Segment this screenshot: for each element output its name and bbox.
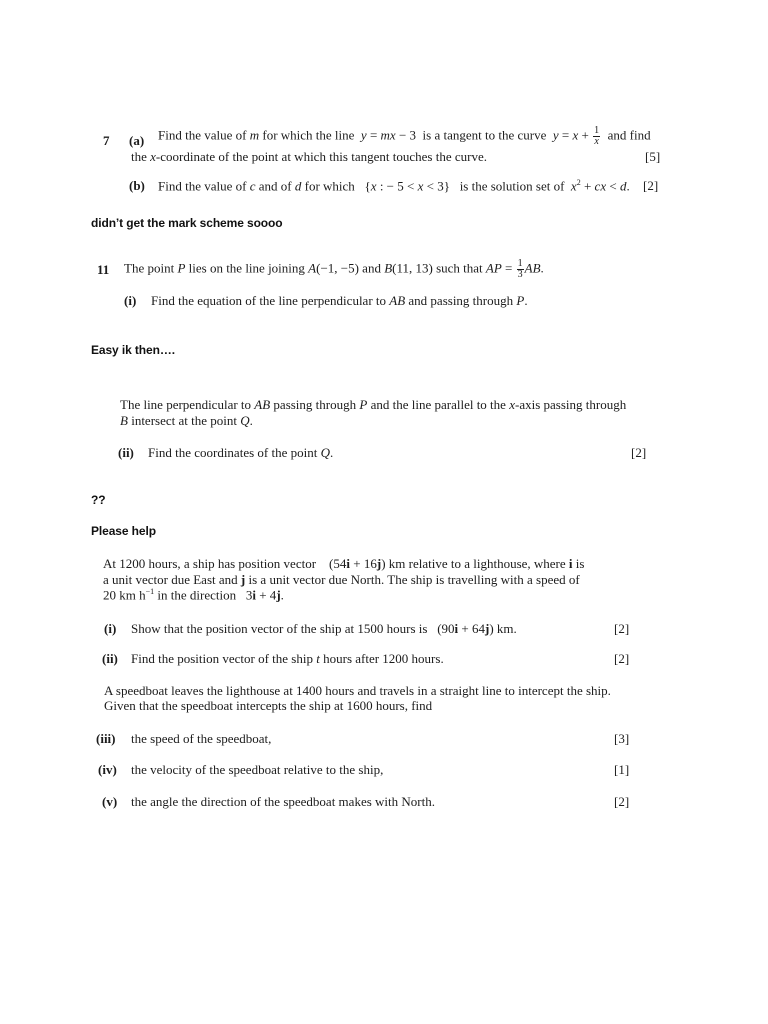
question-text-line: A speedboat leaves the lighthouse at 1400 hours and travels in a straight line to intercept the ship. (104, 683, 611, 698)
question-text-line: Find the coordinates of the point Q. (148, 445, 334, 460)
question-number: 7 (103, 133, 110, 148)
marks: [3] (614, 731, 630, 746)
part-label: (b) (129, 178, 145, 193)
question-text-line: 20 km $h^{-1}$ in the direction 3i + 4j. (103, 587, 284, 603)
question-text-line: The line perpendicular to AB passing through P and the line parallel to the x-axis passing through (120, 397, 627, 412)
question-text-line: the angle the direction of the speedboat makes with North. (131, 794, 435, 809)
question-number: 11 (97, 262, 110, 277)
part-label: (v) (102, 794, 118, 809)
question-text-line: Given that the speedboat intercepts the ship at 1600 hours, find (104, 698, 433, 713)
question-text-line: Find the value of c and of d for which {x : − 5 < x < 3} is the solution set of $x^2$ + cx < d. (158, 178, 630, 194)
question-text-line: the x-coordinate of the point at which this tangent touches the curve. (131, 149, 487, 164)
student-comment: ?? (91, 493, 106, 507)
marks: [2] (631, 445, 647, 460)
question-text-line: Show that the position vector of the ship at 1500 hours is (90i + 64j) km. (131, 621, 517, 636)
part-label: (i) (104, 621, 117, 636)
question-text-line: the velocity of the speedboat relative to the ship, (131, 762, 384, 777)
student-comment: Easy ik then…. (91, 343, 175, 357)
marks: [2] (614, 651, 630, 666)
question-text-line: The point P lies on the line joining A(−1, −5) and B(11, 13) such that AP = $\frac{1}{3}$ AB. (124, 258, 544, 280)
marks: [2] (614, 621, 630, 636)
part-label: (ii) (118, 445, 134, 460)
part-label: (iii) (96, 731, 116, 746)
student-comment: didn’t get the mark scheme soooo (91, 216, 283, 230)
question-text-line: B intersect at the point Q. (120, 413, 253, 428)
student-comment: Please help (91, 524, 156, 538)
question-text-line: Find the value of m for which the line y = mx − 3 is a tangent to the curve y = x + $\frac{1}{x}$ and find (158, 125, 651, 147)
question-text-line: Find the position vector of the ship t hours after 1200 hours. (131, 651, 444, 666)
question-text-line: the speed of the speedboat, (131, 731, 272, 746)
question-text-line: a unit vector due East and j is a unit vector due North. The ship is travelling with a speed of (103, 572, 580, 587)
question-text-line: At 1200 hours, a ship has position vector (54i + 16j) km relative to a lighthouse, where i is (103, 556, 585, 571)
marks: [1] (614, 762, 630, 777)
marks: [2] (643, 178, 659, 193)
marks: [2] (614, 794, 630, 809)
part-label: (ii) (102, 651, 118, 666)
part-label: (i) (124, 293, 137, 308)
marks: [5] (645, 149, 661, 164)
part-label: (iv) (98, 762, 117, 777)
part-label: (a) (129, 133, 145, 148)
question-text-line: Find the equation of the line perpendicular to AB and passing through P. (151, 293, 528, 308)
